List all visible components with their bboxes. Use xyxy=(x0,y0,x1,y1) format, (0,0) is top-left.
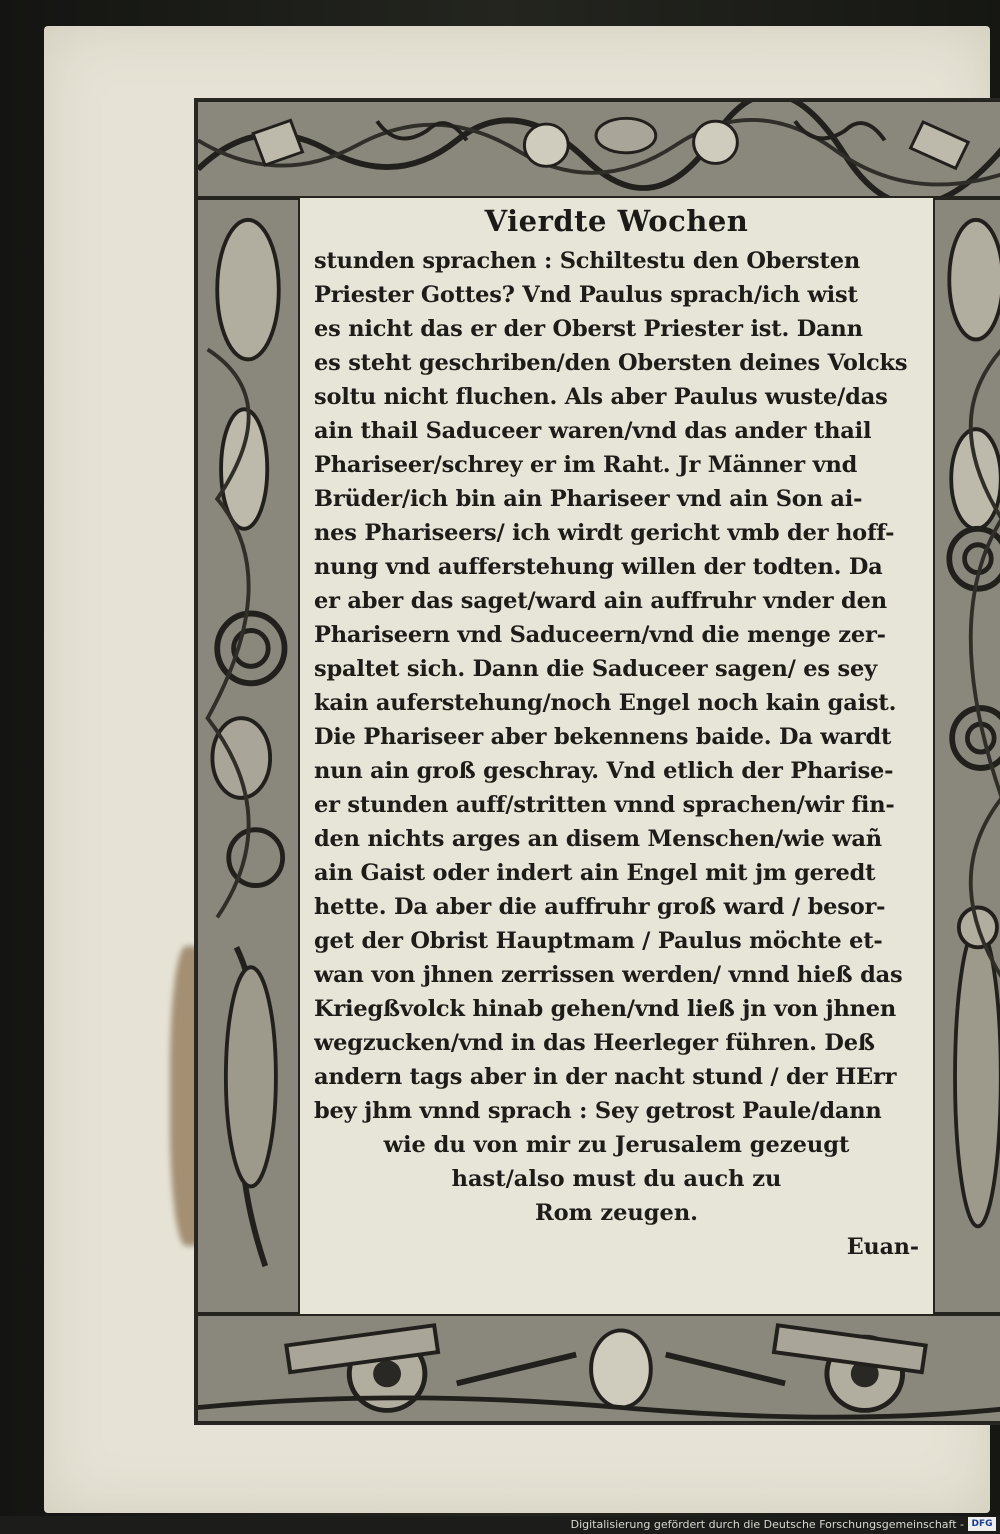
closing-line: Rom zeugen. xyxy=(534,1200,699,1226)
text-line: bey jhm vnnd sprach : Sey getrost Paule/dann xyxy=(314,1098,882,1124)
digitization-credit: Digitalisierung gefördert durch die Deutsche Forschungsgemeinschaft - xyxy=(570,1518,964,1531)
text-line: soltu nicht fluchen. Als aber Paulus wuste/das xyxy=(314,384,888,410)
ornament-left-icon xyxy=(198,200,298,1312)
text-line: nun ain groß geschray. Vnd etlich der Pharise- xyxy=(314,758,894,784)
woodcut-top-border xyxy=(196,100,1000,198)
text-line: es nicht das er der Oberst Priester ist. Dann xyxy=(314,316,863,342)
text-line: nung vnd aufferstehung willen der todten. Da xyxy=(314,554,883,580)
text-line: Kriegßvolck hinab gehen/vnd ließ jn von jhnen xyxy=(314,996,897,1022)
text-line: Phariseern vnd Saduceern/vnd die menge zer- xyxy=(314,622,886,648)
text-line: andern tags aber in der nacht stund / der HErr xyxy=(314,1064,897,1090)
text-line: er stunden auff/stritten vnnd sprachen/wir fin- xyxy=(314,792,895,818)
woodcut-bottom-border xyxy=(196,1314,1000,1423)
woodcut-right-border xyxy=(933,198,1000,1314)
closing-line: hast/also must du auch zu xyxy=(451,1166,782,1192)
text-line: er aber das saget/ward ain auffruhr vnder den xyxy=(314,588,887,614)
text-block xyxy=(300,198,933,1314)
text-line: Die Phariseer aber bekennens baide. Da wardt xyxy=(314,724,892,750)
text-line: ain Gaist oder indert ain Engel mit jm geredt xyxy=(314,860,876,886)
running-head: Vierdte Wochen xyxy=(484,204,749,238)
text-line: hette. Da aber die auffruhr groß ward / besor- xyxy=(314,894,886,920)
dfg-logo-icon: DFG xyxy=(968,1517,996,1531)
text-line: get der Obrist Hauptmam / Paulus möchte et- xyxy=(314,928,883,954)
text-line: wegzucken/vnd in das Heerleger führen. Deß xyxy=(314,1030,875,1056)
book-page xyxy=(44,26,990,1513)
text-line: Priester Gottes? Vnd Paulus sprach/ich wist xyxy=(314,282,858,308)
woodcut-left-border xyxy=(196,198,300,1314)
woodcut-border-frame xyxy=(194,98,1000,1425)
text-line: spaltet sich. Dann die Saduceer sagen/ es sey xyxy=(314,656,877,682)
ornament-top-icon xyxy=(198,102,1000,196)
text-line: den nichts arges an disem Menschen/wie wañ xyxy=(314,826,882,852)
text-line: Brüder/ich bin ain Phariseer vnd ain Son ai- xyxy=(314,486,863,512)
text-line: es steht geschriben/den Obersten deines Volcks xyxy=(314,350,908,376)
text-line: wan von jhnen zerrissen werden/ vnnd hieß das xyxy=(314,962,903,988)
catchword: Euan- xyxy=(846,1234,919,1260)
closing-line: wie du von mir zu Jerusalem gezeugt xyxy=(383,1132,850,1158)
text-line: stunden sprachen : Schiltestu den Obersten xyxy=(314,248,860,274)
text-line: ain thail Saduceer waren/vnd das ander thail xyxy=(314,418,872,444)
text-line: kain auferstehung/noch Engel noch kain gaist. xyxy=(314,690,897,716)
ornament-bottom-icon xyxy=(198,1316,1000,1421)
text-line: Phariseer/schrey er im Raht. Jr Männer vnd xyxy=(314,452,858,478)
ornament-right-icon xyxy=(935,200,1000,1312)
text-line: nes Phariseers/ ich wirdt gericht vmb der hoff- xyxy=(314,520,895,546)
